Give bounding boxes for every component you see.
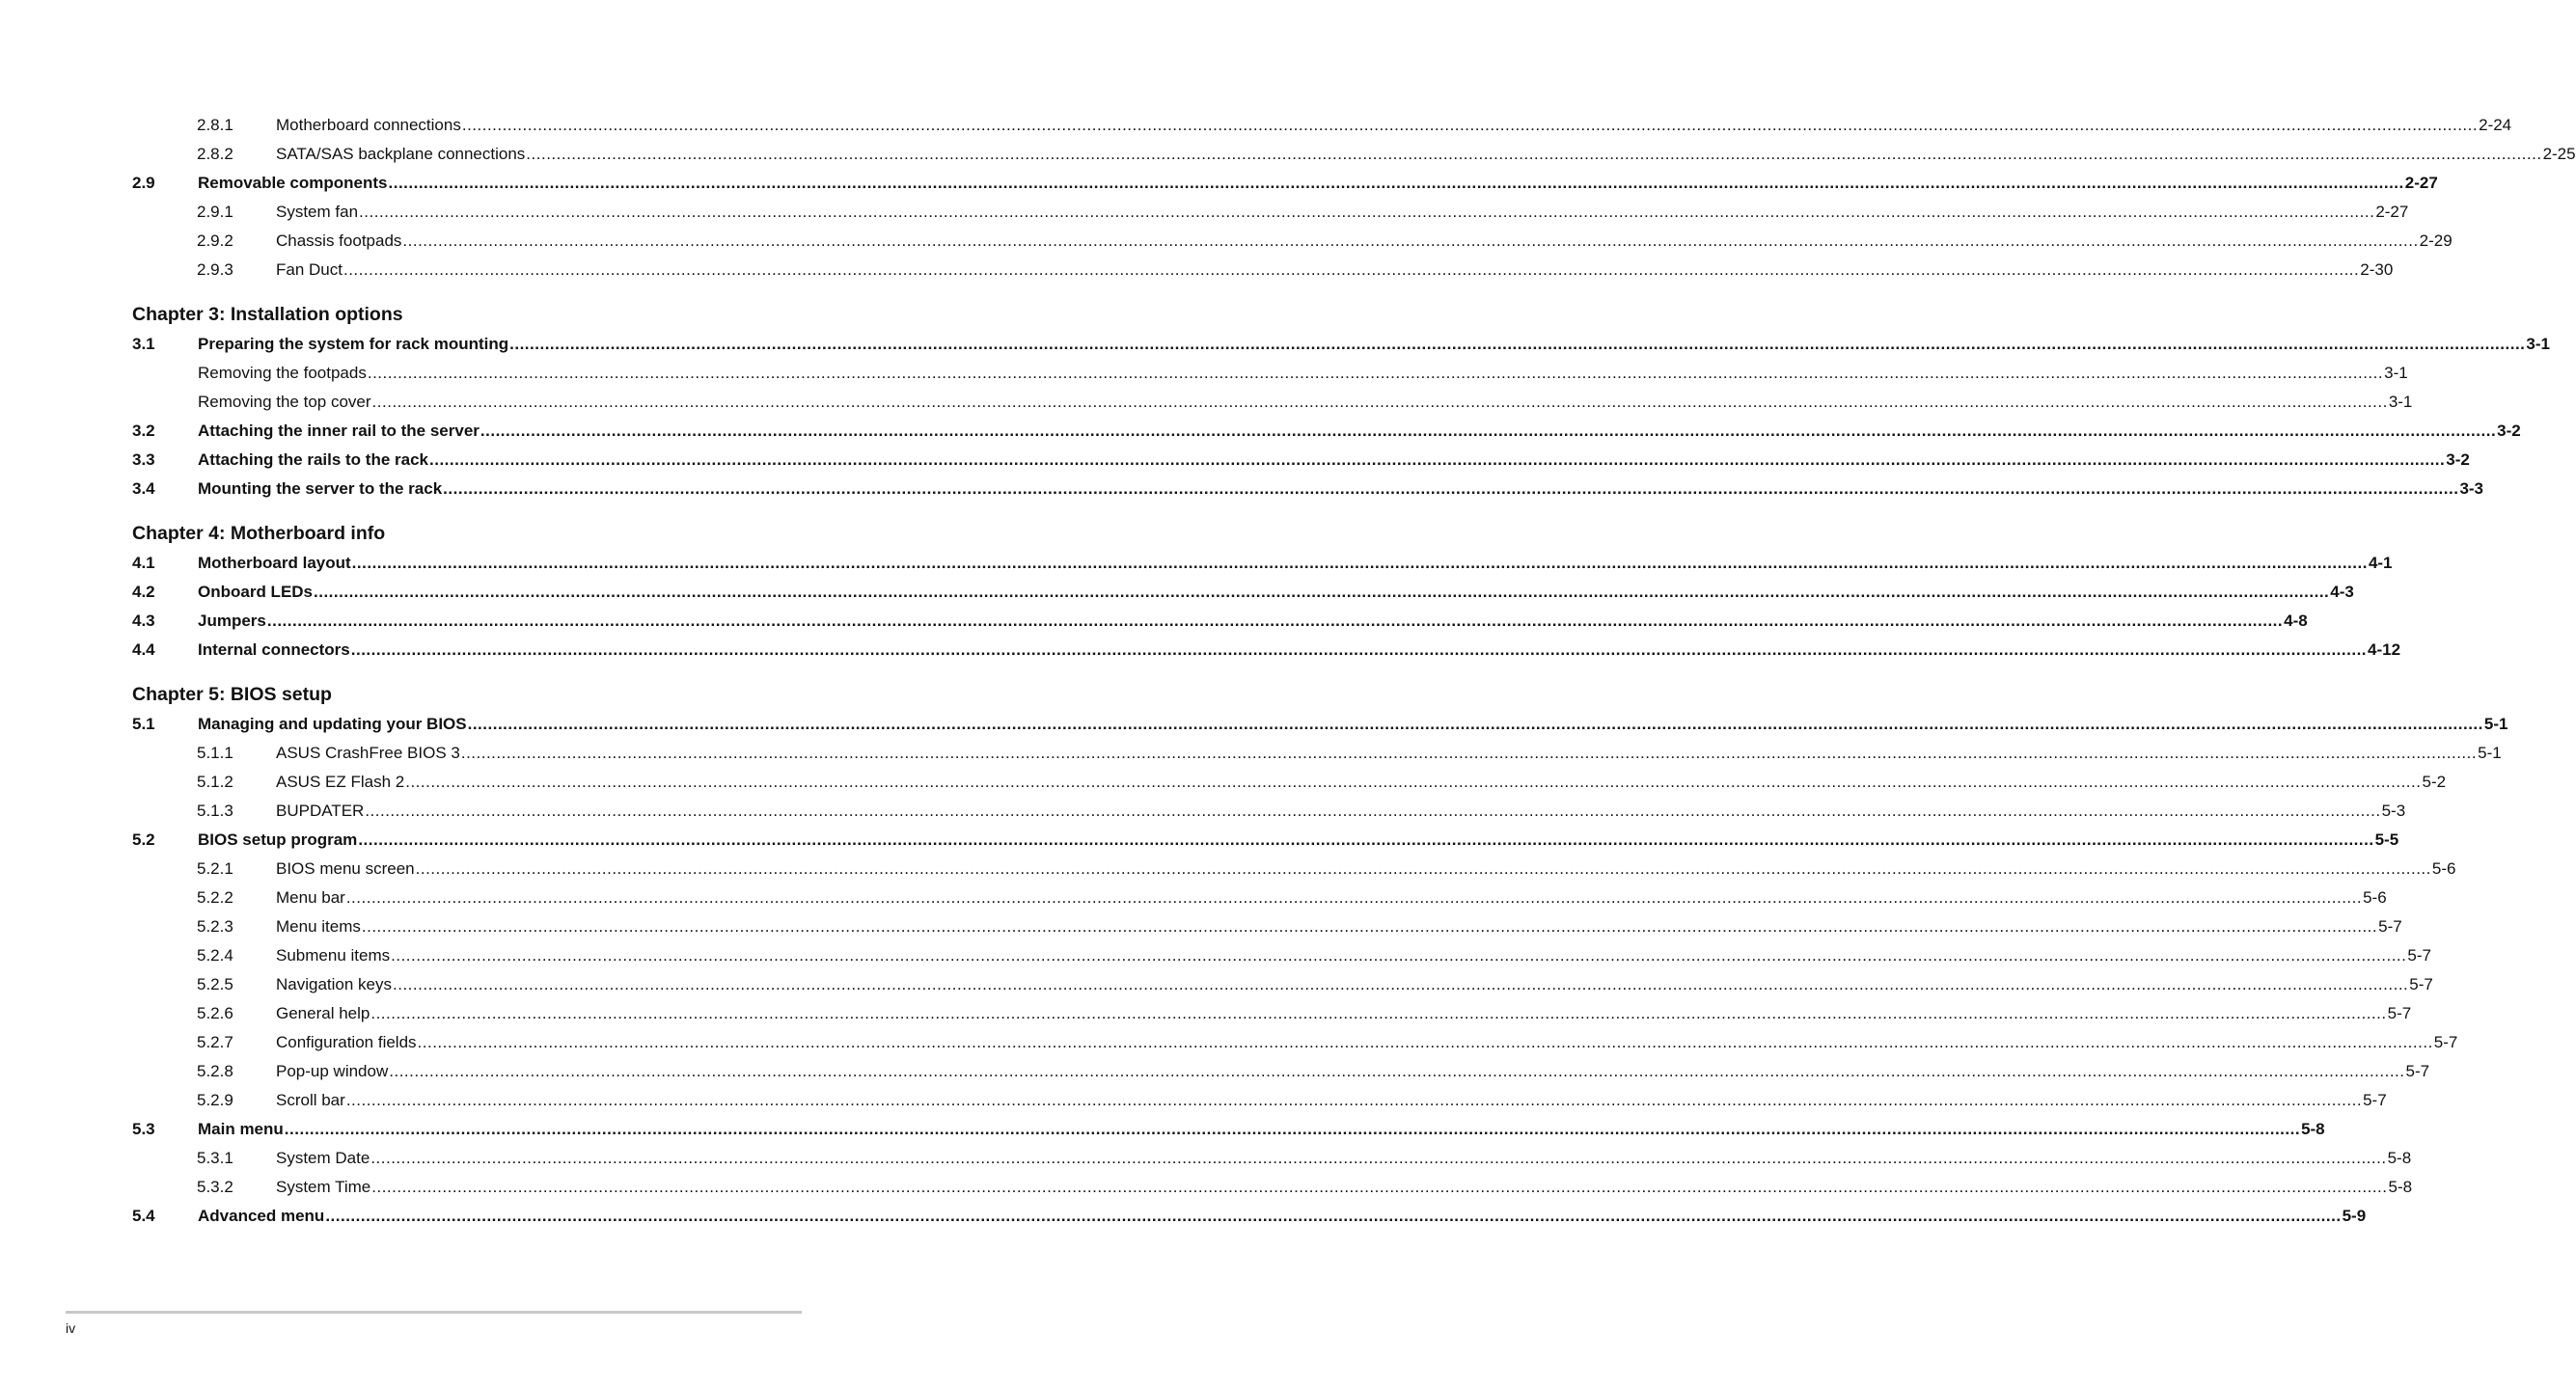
toc-entry-title: Menu items <box>276 917 361 936</box>
toc-entry[interactable] <box>132 829 2399 851</box>
dot-leader: ................................................................................................................................................................................................................................................................................................................................................................................................................ <box>358 830 2374 849</box>
dot-leader: ................................................................................................................................................................................................................................................................................................................................................................................................................ <box>443 479 2459 498</box>
toc-entry-number: 5.3 <box>132 1120 155 1138</box>
dot-leader: ................................................................................................................................................................................................................................................................................................................................................................................................................ <box>361 917 2378 936</box>
toc-entry-leader <box>276 202 2409 223</box>
toc-entry-title: System fan <box>276 203 359 221</box>
toc-entry[interactable] <box>132 334 2550 355</box>
toc-entry-leader <box>276 801 2406 822</box>
toc-entry-title: General help <box>276 1004 370 1022</box>
toc-entry-leader <box>198 478 2484 500</box>
toc-entry-page: 5-7 <box>2405 1062 2430 1080</box>
toc-entry-title: System Date <box>276 1149 370 1167</box>
toc-entry-leader <box>276 743 2502 764</box>
toc-entry-page: 2-30 <box>2360 260 2394 279</box>
toc-entry-page: 3-2 <box>2497 422 2521 440</box>
toc-entry-title: Chassis footpads <box>276 231 402 250</box>
toc-entry[interactable] <box>132 1003 2412 1024</box>
toc-entry[interactable] <box>132 144 2576 165</box>
footer-rule <box>66 1311 802 1314</box>
dot-leader: ................................................................................................................................................................................................................................................................................................................................................................................................................ <box>429 450 2446 469</box>
dot-leader: ................................................................................................................................................................................................................................................................................................................................................................................................................ <box>370 1004 2387 1022</box>
toc-entry-leader <box>276 772 2447 793</box>
toc-entry-leader <box>198 714 2508 735</box>
toc-entry-title: Attaching the inner rail to the server <box>198 422 480 440</box>
dot-leader: ................................................................................................................................................................................................................................................................................................................................................................................................................ <box>367 364 2384 382</box>
toc-entry-title: Attaching the rails to the rack <box>198 450 428 469</box>
toc-entry-title: Preparing the system for rack mounting <box>198 335 509 353</box>
toc-entry-number: 5.3.1 <box>197 1149 233 1167</box>
toc-entry-page: 5-6 <box>2431 859 2456 878</box>
toc-entry-number: 5.1 <box>132 715 155 733</box>
toc-entry-page: 3-2 <box>2446 450 2470 469</box>
toc-entry-number: 5.2.2 <box>197 888 233 907</box>
toc-entry-number: 2.8.1 <box>197 116 233 134</box>
toc-entry[interactable] <box>132 582 2354 603</box>
toc-entry-leader <box>198 1206 2367 1227</box>
toc-entry-number: 2.9 <box>132 174 155 192</box>
toc-entry-title: Removing the top cover <box>198 393 371 411</box>
toc-entry-leader <box>198 421 2521 442</box>
toc-entry-leader <box>276 974 2433 995</box>
toc-entry[interactable] <box>132 1090 2387 1111</box>
toc-entry-page: 5-7 <box>2407 946 2431 965</box>
toc-entry[interactable] <box>132 743 2502 764</box>
toc-entry-title: Internal connectors <box>198 640 350 659</box>
toc-entry[interactable] <box>132 202 2409 223</box>
dot-leader: ................................................................................................................................................................................................................................................................................................................................................................................................................ <box>371 1178 2388 1196</box>
toc-entry-leader <box>276 1148 2412 1169</box>
toc-entry[interactable] <box>132 449 2470 471</box>
toc-entry-number: 2.9.2 <box>197 231 233 250</box>
dot-leader: ................................................................................................................................................................................................................................................................................................................................................................................................................ <box>509 335 2526 353</box>
dot-leader: ................................................................................................................................................................................................................................................................................................................................................................................................................ <box>460 744 2478 762</box>
toc-entry-page: 2-27 <box>2404 174 2438 192</box>
toc-entry-title: BIOS setup program <box>198 830 358 849</box>
toc-entry-leader <box>276 887 2387 909</box>
toc-entry-page: 5-1 <box>2483 715 2508 733</box>
toc-entry-page: 5-7 <box>2433 1033 2458 1051</box>
toc-entry-number: 5.1.2 <box>197 773 233 791</box>
dot-leader: ................................................................................................................................................................................................................................................................................................................................................................................................................ <box>359 203 2375 221</box>
toc-entry[interactable] <box>132 714 2508 735</box>
toc-entry-number: 4.1 <box>132 554 155 572</box>
dot-leader: ................................................................................................................................................................................................................................................................................................................................................................................................................ <box>365 802 2381 820</box>
dot-leader: ................................................................................................................................................................................................................................................................................................................................................................................................................ <box>480 422 2497 440</box>
toc-entry-leader <box>198 582 2354 603</box>
toc-entry-title: Managing and updating your BIOS <box>198 715 467 733</box>
toc-entry-title: Configuration fields <box>276 1033 417 1051</box>
toc-entry-leader <box>198 553 2393 574</box>
toc-entry[interactable] <box>132 887 2387 909</box>
toc-entry[interactable] <box>132 1206 2367 1227</box>
toc-entry-title: Motherboard connections <box>276 116 461 134</box>
toc-entry-number: 2.8.2 <box>197 145 233 163</box>
dot-leader: ................................................................................................................................................................................................................................................................................................................................................................................................................ <box>461 116 2479 134</box>
toc-entry-page: 5-7 <box>2378 917 2402 936</box>
dot-leader: ................................................................................................................................................................................................................................................................................................................................................................................................................ <box>284 1120 2301 1138</box>
dot-leader: ................................................................................................................................................................................................................................................................................................................................................................................................................ <box>370 1149 2387 1167</box>
toc-entry-number: 5.3.2 <box>197 1178 233 1196</box>
toc-entry-title: Motherboard layout <box>198 554 351 572</box>
dot-leader: ................................................................................................................................................................................................................................................................................................................................................................................................................ <box>467 715 2483 733</box>
dot-leader: ................................................................................................................................................................................................................................................................................................................................................................................................................ <box>350 640 2368 659</box>
toc-entry-number: 4.4 <box>132 640 155 659</box>
toc-entry-page: 5-6 <box>2363 888 2387 907</box>
toc-entry-title: Jumpers <box>198 612 266 630</box>
toc-entry-leader <box>198 639 2401 661</box>
toc-entry-number: 5.2.1 <box>197 859 233 878</box>
toc-entry-leader <box>276 231 2453 252</box>
toc-entry[interactable] <box>132 421 2521 442</box>
toc-entry-number: 3.1 <box>132 335 155 353</box>
toc-entry-title: ASUS EZ Flash 2 <box>276 773 405 791</box>
toc-entry-page: 5-3 <box>2381 802 2406 820</box>
toc-entry[interactable] <box>132 974 2433 995</box>
toc-entry-title: BIOS menu screen <box>276 859 415 878</box>
toc-entry-title: ASUS CrashFree BIOS 3 <box>276 744 460 762</box>
dot-leader: ................................................................................................................................................................................................................................................................................................................................................................................................................ <box>415 859 2431 878</box>
toc-entry[interactable] <box>132 858 2456 880</box>
toc-entry-number: 5.2.6 <box>197 1004 233 1022</box>
chapter-heading: Chapter 3: Installation options <box>132 304 403 325</box>
toc-entry-page: 3-1 <box>2526 335 2550 353</box>
toc-entry-page: 5-8 <box>2388 1178 2413 1196</box>
toc-entry-number: 3.2 <box>132 422 155 440</box>
toc-entry-leader <box>198 829 2399 851</box>
toc-entry[interactable] <box>132 1148 2412 1169</box>
toc-entry-leader <box>276 945 2431 966</box>
toc-entry-number: 5.2.3 <box>197 917 233 936</box>
toc-entry-number: 5.2.9 <box>197 1091 233 1109</box>
toc-entry-leader <box>276 1090 2387 1111</box>
toc-entry-page: 3-1 <box>2388 393 2413 411</box>
dot-leader: ................................................................................................................................................................................................................................................................................................................................................................................................................ <box>345 1091 2363 1109</box>
toc-entry-leader <box>198 449 2470 471</box>
toc-entry-leader <box>198 611 2308 632</box>
toc-entry-title: Submenu items <box>276 946 391 965</box>
page-number: iv <box>66 1320 76 1336</box>
dot-leader: ................................................................................................................................................................................................................................................................................................................................................................................................................ <box>391 946 2407 965</box>
toc-entry-page: 5-8 <box>2301 1120 2325 1138</box>
chapter-heading: Chapter 4: Motherboard info <box>132 523 386 544</box>
toc-entry-page: 4-12 <box>2368 640 2401 659</box>
toc-entry-title: Mounting the server to the rack <box>198 479 443 498</box>
toc-entry[interactable] <box>132 231 2453 252</box>
toc-entry-leader <box>276 1061 2430 1082</box>
toc-entry-page: 2-29 <box>2419 231 2453 250</box>
toc-entry[interactable] <box>132 363 2408 384</box>
toc-entry-number: 3.4 <box>132 479 155 498</box>
toc-entry-number: 4.3 <box>132 612 155 630</box>
toc-entry-page: 5-1 <box>2478 744 2502 762</box>
toc-entry-page: 5-7 <box>2363 1091 2387 1109</box>
toc-entry[interactable] <box>132 801 2406 822</box>
toc-entry-leader <box>276 1003 2412 1024</box>
toc-entry-page: 5-7 <box>2387 1004 2412 1022</box>
toc-entry-title: Navigation keys <box>276 975 393 993</box>
toc-entry-leader <box>198 363 2408 384</box>
toc-entry-number: 5.2.7 <box>197 1033 233 1051</box>
toc-entry-leader <box>276 115 2512 136</box>
toc-entry[interactable] <box>132 115 2512 136</box>
toc-entry-leader <box>276 916 2402 938</box>
toc-entry-leader <box>276 144 2576 165</box>
dot-leader: ................................................................................................................................................................................................................................................................................................................................................................................................................ <box>345 888 2363 907</box>
toc-entry-page: 2-24 <box>2479 116 2512 134</box>
dot-leader: ................................................................................................................................................................................................................................................................................................................................................................................................................ <box>526 145 2542 163</box>
toc-entry-number: 4.2 <box>132 583 155 601</box>
dot-leader: ................................................................................................................................................................................................................................................................................................................................................................................................................ <box>405 773 2422 791</box>
toc-entry-title: BUPDATER <box>276 802 365 820</box>
dot-leader: ................................................................................................................................................................................................................................................................................................................................................................................................................ <box>402 231 2419 250</box>
toc-entry-title: Main menu <box>198 1120 284 1138</box>
toc-entry-page: 2-27 <box>2375 203 2409 221</box>
toc-entry[interactable] <box>132 553 2393 574</box>
toc-entry[interactable] <box>132 916 2402 938</box>
toc-entry[interactable] <box>132 1061 2430 1082</box>
toc-entry[interactable] <box>132 478 2484 500</box>
toc-entry-number: 5.2.4 <box>197 946 233 965</box>
toc-entry-number: 5.2 <box>132 830 155 849</box>
toc-entry-page: 4-3 <box>2330 583 2354 601</box>
toc-entry-page: 2-25 <box>2542 145 2576 163</box>
toc-entry-page: 4-8 <box>2284 612 2308 630</box>
toc-entry-page: 5-7 <box>2409 975 2433 993</box>
toc-entry[interactable] <box>132 1032 2458 1053</box>
dot-leader: ................................................................................................................................................................................................................................................................................................................................................................................................................ <box>266 612 2284 630</box>
toc-entry-title: Removable components <box>198 174 388 192</box>
toc-entry-title: Onboard LEDs <box>198 583 314 601</box>
toc-entry[interactable] <box>132 945 2431 966</box>
toc-entry[interactable] <box>132 772 2447 793</box>
dot-leader: ................................................................................................................................................................................................................................................................................................................................................................................................................ <box>343 260 2360 279</box>
toc-entry-title: Advanced menu <box>198 1207 325 1225</box>
toc-entry-leader <box>198 334 2550 355</box>
toc-entry[interactable] <box>132 1177 2413 1198</box>
dot-leader: ................................................................................................................................................................................................................................................................................................................................................................................................................ <box>314 583 2330 601</box>
toc-entry[interactable] <box>132 259 2394 281</box>
toc-entry[interactable] <box>132 392 2413 413</box>
toc-entry-page: 5-9 <box>2342 1207 2367 1225</box>
toc-entry-page: 3-1 <box>2384 364 2408 382</box>
toc-entry-title: Removing the footpads <box>198 364 367 382</box>
toc-entry-title: Pop-up window <box>276 1062 389 1080</box>
toc-entry-title: Menu bar <box>276 888 345 907</box>
toc-entry-number: 3.3 <box>132 450 155 469</box>
toc-entry-page: 5-8 <box>2387 1149 2412 1167</box>
toc-entry[interactable] <box>132 639 2401 661</box>
toc-entry-number: 2.9.1 <box>197 203 233 221</box>
dot-leader: ................................................................................................................................................................................................................................................................................................................................................................................................................ <box>389 1062 2405 1080</box>
toc-entry-number: 5.2.5 <box>197 975 233 993</box>
toc-entry-page: 5-5 <box>2374 830 2399 849</box>
toc-entry-leader <box>276 1177 2413 1198</box>
toc-entry-number: 2.9.3 <box>197 260 233 279</box>
toc-entry-page: 4-1 <box>2368 554 2393 572</box>
toc-entry-page: 3-3 <box>2459 479 2484 498</box>
chapter-heading: Chapter 5: BIOS setup <box>132 684 332 705</box>
toc-entry-title: SATA/SAS backplane connections <box>276 145 526 163</box>
toc-entry[interactable] <box>132 1119 2325 1140</box>
dot-leader: ................................................................................................................................................................................................................................................................................................................................................................................................................ <box>351 554 2368 572</box>
toc-entry[interactable] <box>132 611 2308 632</box>
toc-entry-number: 5.1.1 <box>197 744 233 762</box>
dot-leader: ................................................................................................................................................................................................................................................................................................................................................................................................................ <box>371 393 2388 411</box>
toc-entry[interactable] <box>132 173 2438 194</box>
toc-entry-title: Fan Duct <box>276 260 343 279</box>
toc-entry-leader <box>276 1032 2458 1053</box>
toc-entry-leader <box>276 259 2394 281</box>
toc-entry-title: Scroll bar <box>276 1091 345 1109</box>
toc-entry-number: 5.4 <box>132 1207 155 1225</box>
toc-entry-leader <box>198 173 2438 194</box>
dot-leader: ................................................................................................................................................................................................................................................................................................................................................................................................................ <box>393 975 2409 993</box>
toc-entry-number: 5.2.8 <box>197 1062 233 1080</box>
dot-leader: ................................................................................................................................................................................................................................................................................................................................................................................................................ <box>417 1033 2433 1051</box>
dot-leader: ................................................................................................................................................................................................................................................................................................................................................................................................................ <box>388 174 2404 192</box>
toc-entry-page: 5-2 <box>2422 773 2447 791</box>
toc-entry-number: 5.1.3 <box>197 802 233 820</box>
toc-entry-leader <box>276 858 2456 880</box>
toc-entry-leader <box>198 392 2413 413</box>
toc-entry-title: System Time <box>276 1178 371 1196</box>
toc-entry-leader <box>198 1119 2325 1140</box>
dot-leader: ................................................................................................................................................................................................................................................................................................................................................................................................................ <box>325 1207 2342 1225</box>
